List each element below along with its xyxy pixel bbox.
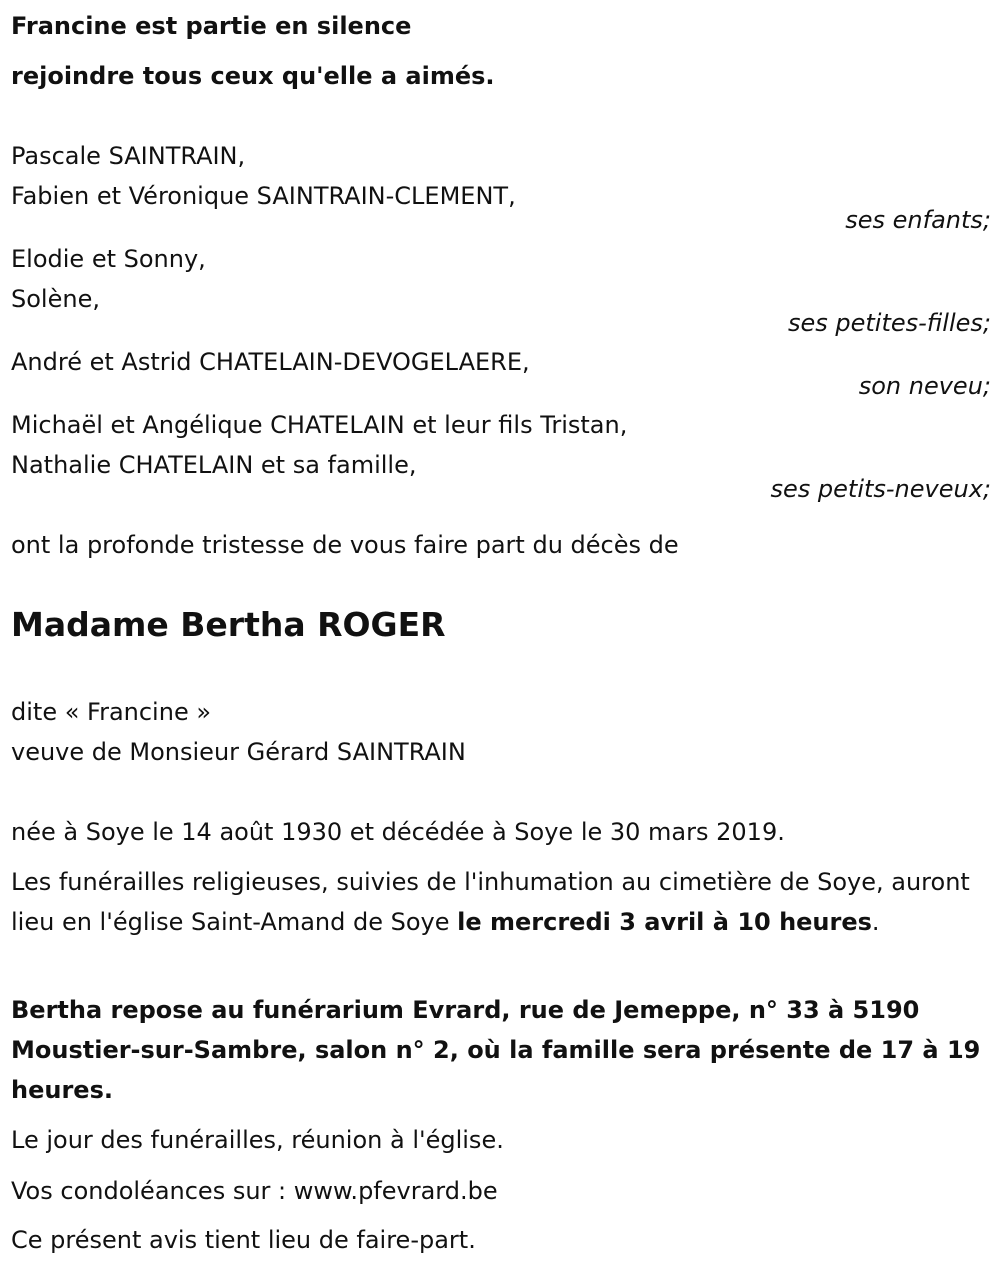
funeral-details (11, 862, 986, 942)
family-nephew-1: André et Astrid CHATELAIN-DEVOGELAERE, (11, 348, 530, 376)
family-children-1: Pascale SAINTRAIN, (11, 142, 246, 170)
role-nephew: son neveu; (858, 372, 991, 400)
role-children: ses enfants; (845, 206, 991, 234)
epitaph-line-2: rejoindre tous ceux qu'elle a aimés. (11, 62, 495, 90)
funeral-text-part1: Les funérailles religieuses, suivies de l'inhumation au cimetière de Soye, auront lieu en l'église Saint-Amand de Soye (11, 868, 970, 936)
meeting-info: Le jour des funérailles, réunion à l'église. (11, 1126, 504, 1154)
condolences-info: Vos condoléances sur : www.pfevrard.be (11, 1177, 498, 1205)
funeral-date-time: le mercredi 3 avril à 10 heures (457, 908, 872, 936)
role-grandnephews: ses petits-neveux; (770, 475, 991, 503)
family-granddaughters-2: Solène, (11, 285, 100, 313)
family-granddaughters-1: Elodie et Sonny, (11, 245, 206, 273)
family-grandnephews-2: Nathalie CHATELAIN et sa famille, (11, 451, 417, 479)
deceased-dates: née à Soye le 14 août 1930 et décédée à Soye le 30 mars 2019. (11, 818, 785, 846)
family-children-2: Fabien et Véronique SAINTRAIN-CLEMENT, (11, 182, 516, 210)
role-granddaughters: ses petites-filles; (787, 309, 991, 337)
announcement-text: ont la profonde tristesse de vous faire part du décès de (11, 531, 679, 559)
notice-info: Ce présent avis tient lieu de faire-part. (11, 1226, 476, 1254)
deceased-widow-of: veuve de Monsieur Gérard SAINTRAIN (11, 738, 466, 766)
epitaph-line-1: Francine est partie en silence (11, 12, 412, 40)
funeral-text-part2: . (871, 908, 880, 936)
deceased-name: Madame Bertha ROGER (11, 605, 446, 644)
funerarium-info: Bertha repose au funérarium Evrard, rue de Jemeppe, n° 33 à 5190 Moustier-sur-Sambre, salon n° 2, où la famille sera présente de 17 à 19 heures. (11, 996, 981, 1104)
deceased-alias: dite « Francine » (11, 698, 212, 726)
family-grandnephews-1: Michaël et Angélique CHATELAIN et leur fils Tristan, (11, 411, 628, 439)
